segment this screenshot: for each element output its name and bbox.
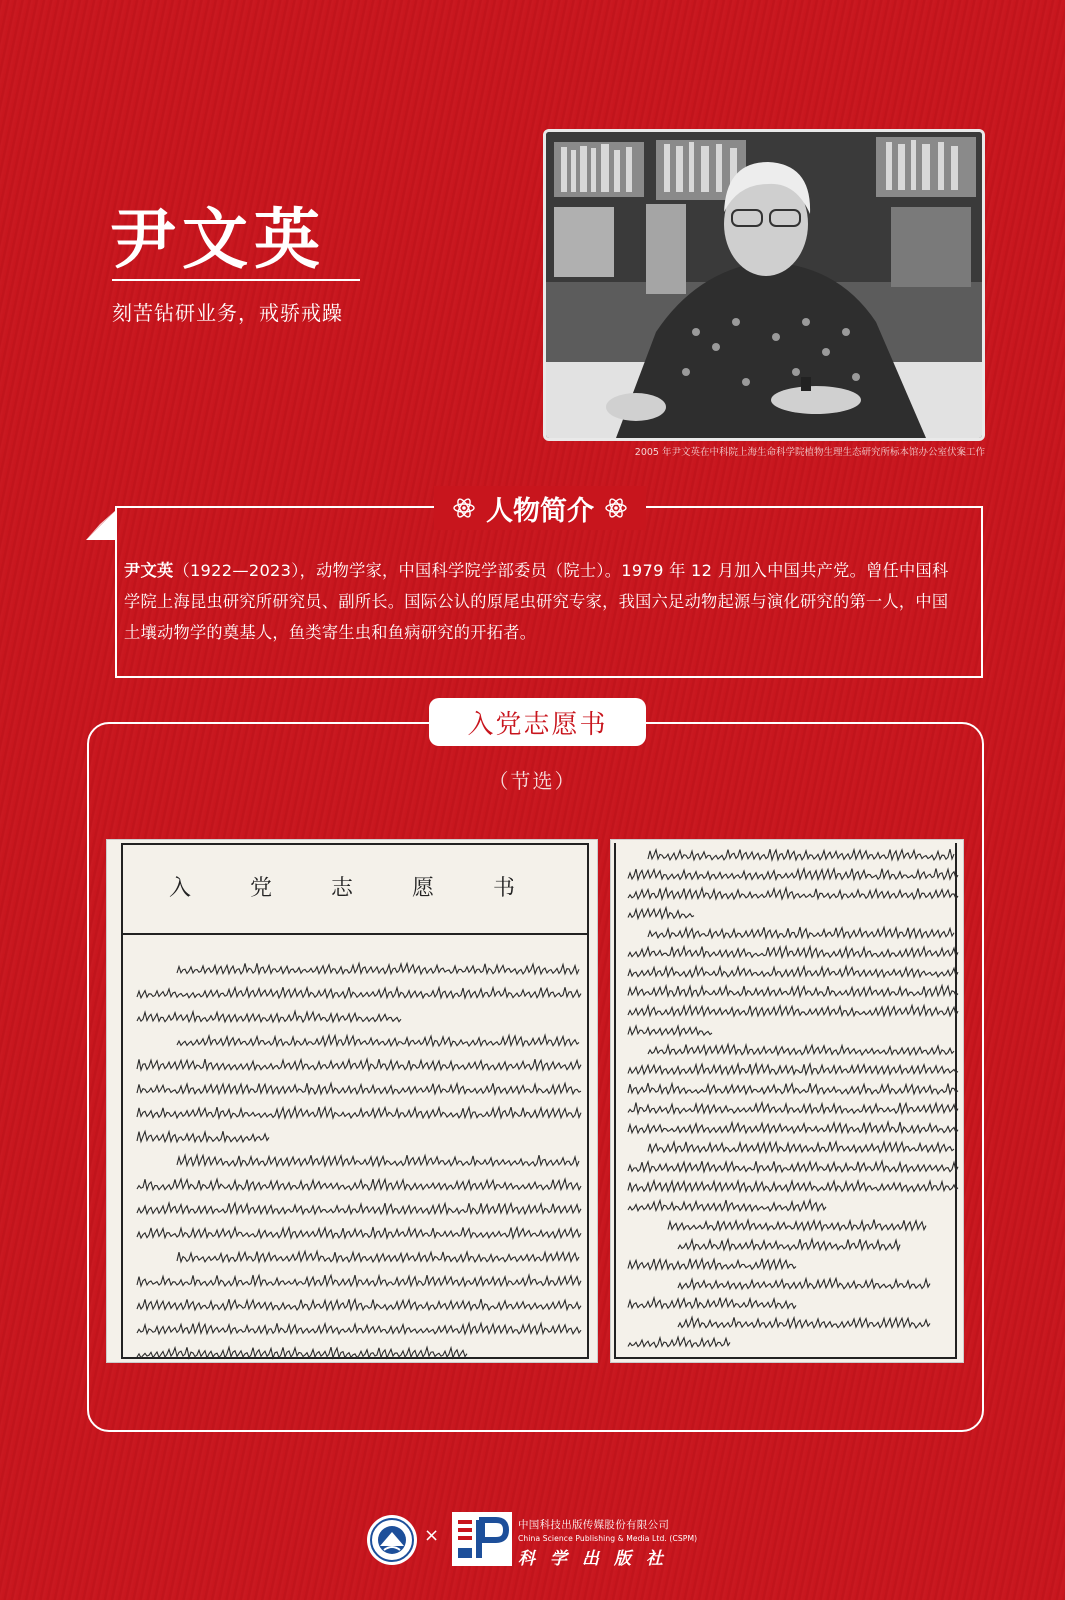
form-divider xyxy=(123,933,587,935)
atom-icon xyxy=(604,496,628,520)
handwriting-line xyxy=(648,927,954,938)
handwriting-line xyxy=(137,1083,581,1094)
handwriting-line xyxy=(177,1251,579,1262)
handwriting-line xyxy=(137,1179,581,1190)
person-name: 尹文英 xyxy=(110,200,326,278)
application-title: 入党志愿书 xyxy=(429,698,646,746)
handwriting-line xyxy=(668,1220,926,1231)
application-subtitle: （节选） xyxy=(488,769,577,793)
name-divider xyxy=(112,279,360,281)
publisher-cn: 中国科技出版传媒股份有限公司 xyxy=(518,1519,670,1531)
handwriting-line xyxy=(628,1064,958,1075)
academy-seal-logo xyxy=(366,1514,418,1566)
handwriting-line xyxy=(628,1083,958,1094)
handwriting-line xyxy=(628,1181,958,1192)
handwriting-line xyxy=(628,1337,730,1347)
portrait-photo xyxy=(543,129,985,441)
handwriting-line xyxy=(628,1103,958,1114)
photo-caption: 2005 年尹文英在中科院上海生命科学院植物生理生态研究所标本馆办公室伏案工作 xyxy=(634,447,985,458)
handwriting-line xyxy=(177,1035,579,1046)
handwritten-text xyxy=(622,845,962,1355)
handwriting-line xyxy=(648,1142,954,1153)
intro-name: 尹文英 xyxy=(124,561,174,580)
handwriting-line xyxy=(177,963,579,974)
handwriting-line xyxy=(628,888,958,899)
handwriting-line xyxy=(628,869,958,880)
handwriting-line xyxy=(137,1107,581,1118)
handwriting-line xyxy=(137,1203,581,1214)
application-page-right xyxy=(610,839,964,1363)
handwriting-line xyxy=(137,1227,581,1238)
handwriting-line xyxy=(137,1275,581,1286)
intro-paragraph xyxy=(124,555,954,648)
handwriting-line xyxy=(137,1131,269,1142)
publisher-en: China Science Publishing & Media Ltd. (CSPM) xyxy=(518,1534,698,1543)
publisher-text xyxy=(518,1517,697,1569)
handwriting-line xyxy=(628,908,694,919)
handwriting-line xyxy=(628,966,958,977)
handwriting-line xyxy=(648,849,954,860)
handwriting-line xyxy=(648,1044,954,1055)
intro-heading xyxy=(434,486,646,530)
form-title: 入 党 志 愿 书 xyxy=(169,876,541,901)
handwriting-line xyxy=(628,986,958,997)
handwriting-line xyxy=(628,1161,958,1172)
intro-body: （1922—2023），动物学家，中国科学院学部委员（院士）。1979 年 12 月加入中国共产党。曾任中国科学院上海昆虫研究所研究员、副所长。国际公认的原尾虫研究专家，我国六足动物起源与演化研究的第一人，中国土壤动物学的奠基人，鱼类寄生虫和鱼病研究的开拓者。 xyxy=(124,561,949,642)
handwriting-line xyxy=(137,1347,467,1358)
handwriting-line xyxy=(628,1005,958,1016)
handwriting-line xyxy=(678,1317,930,1328)
handwriting-line xyxy=(628,1259,796,1270)
handwriting-line xyxy=(137,1323,581,1334)
atom-icon xyxy=(452,496,476,520)
handwriting-line xyxy=(628,1122,958,1133)
handwriting-line xyxy=(628,1298,796,1309)
handwriting-line xyxy=(137,1011,401,1022)
cspm-logo xyxy=(452,1512,512,1566)
handwriting-line xyxy=(628,947,958,958)
handwriting-line xyxy=(137,987,581,998)
handwriting-line xyxy=(678,1239,900,1250)
handwriting-line xyxy=(137,1299,581,1310)
footer-logos xyxy=(366,1508,706,1568)
press-name: 科学出版社 xyxy=(518,1549,678,1569)
form-frame xyxy=(614,843,957,1359)
handwriting-line xyxy=(177,1155,579,1166)
motto: 刻苦钻研业务，戒骄戒躁 xyxy=(112,301,343,325)
handwriting-line xyxy=(137,1059,581,1070)
form-frame xyxy=(121,843,589,1359)
handwritten-text xyxy=(127,945,593,1365)
handwriting-line xyxy=(628,1026,712,1035)
application-page-left xyxy=(106,839,598,1363)
logo-separator: × xyxy=(424,1525,440,1546)
handwriting-line xyxy=(678,1278,930,1289)
handwriting-line xyxy=(628,1200,826,1211)
page-fold-decoration xyxy=(86,510,116,540)
intro-title: 人物简介 xyxy=(486,495,594,527)
